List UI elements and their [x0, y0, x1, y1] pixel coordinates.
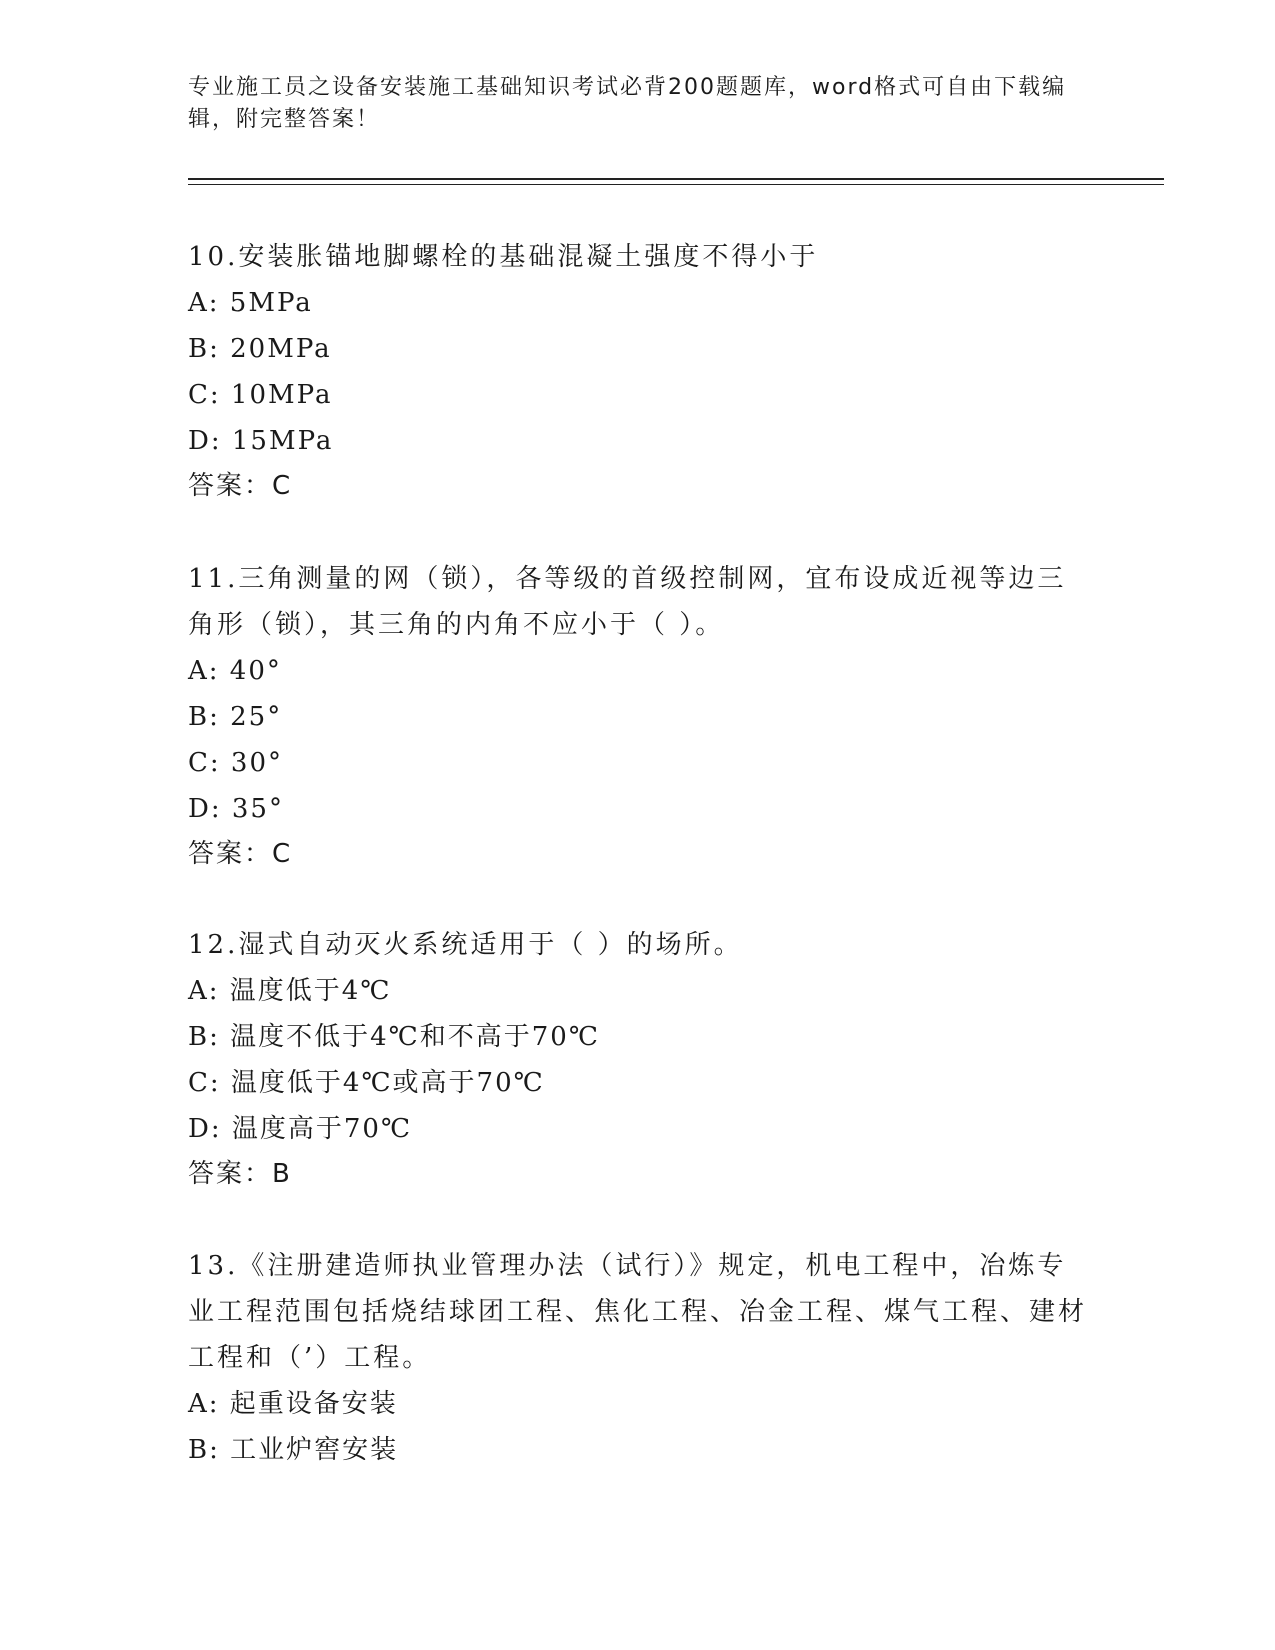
option-d: D: 15MPa — [188, 426, 334, 456]
option-c: C: 温度低于4℃或高于70℃ — [188, 1068, 545, 1098]
option-b: B: 工业炉窖安装 — [188, 1435, 399, 1465]
question-13 — [188, 1243, 1088, 1473]
answer-line: 答案：C — [188, 471, 293, 501]
document-header: 专业施工员之设备安装施工基础知识考试必背200题题库，word格式可自由下载编辑，附完整答案！ — [188, 75, 1067, 132]
option-c: C: 30° — [188, 748, 284, 778]
option-a: A: 5MPa — [188, 288, 313, 318]
header-divider-thin — [188, 184, 1164, 185]
option-b: B: 20MPa — [188, 334, 332, 364]
answer-line: 答案：B — [188, 1159, 292, 1189]
header-divider-thick — [188, 178, 1164, 180]
question-12 — [188, 922, 1088, 1196]
question-stem: 13.《注册建造师执业管理办法（试行）》规定，机电工程中，冶炼专业工程范围包括烧结球团工程、焦化工程、冶金工程、煤气工程、建材工程和（’）工程。 — [188, 1251, 1088, 1373]
option-c: C: 10MPa — [188, 380, 333, 410]
option-a: A: 温度低于4℃ — [188, 976, 392, 1006]
option-b: B: 温度不低于4℃和不高于70℃ — [188, 1022, 600, 1052]
answer-line: 答案：C — [188, 839, 293, 869]
option-b: B: 25° — [188, 702, 283, 732]
question-stem: 11.三角测量的网（锁），各等级的首级控制网，宜布设成近视等边三角形（锁），其三角的内角不应小于（ ）。 — [188, 564, 1067, 640]
question-10 — [188, 234, 1088, 508]
question-stem: 10.安装胀锚地脚螺栓的基础混凝土强度不得小于 — [188, 242, 819, 272]
option-a: A: 起重设备安装 — [188, 1389, 398, 1419]
question-11 — [188, 556, 1088, 876]
option-d: D: 35° — [188, 794, 284, 824]
option-d: D: 温度高于70℃ — [188, 1114, 413, 1144]
option-a: A: 40° — [188, 656, 282, 686]
question-stem: 12.湿式自动灭火系统适用于（ ）的场所。 — [188, 930, 743, 960]
